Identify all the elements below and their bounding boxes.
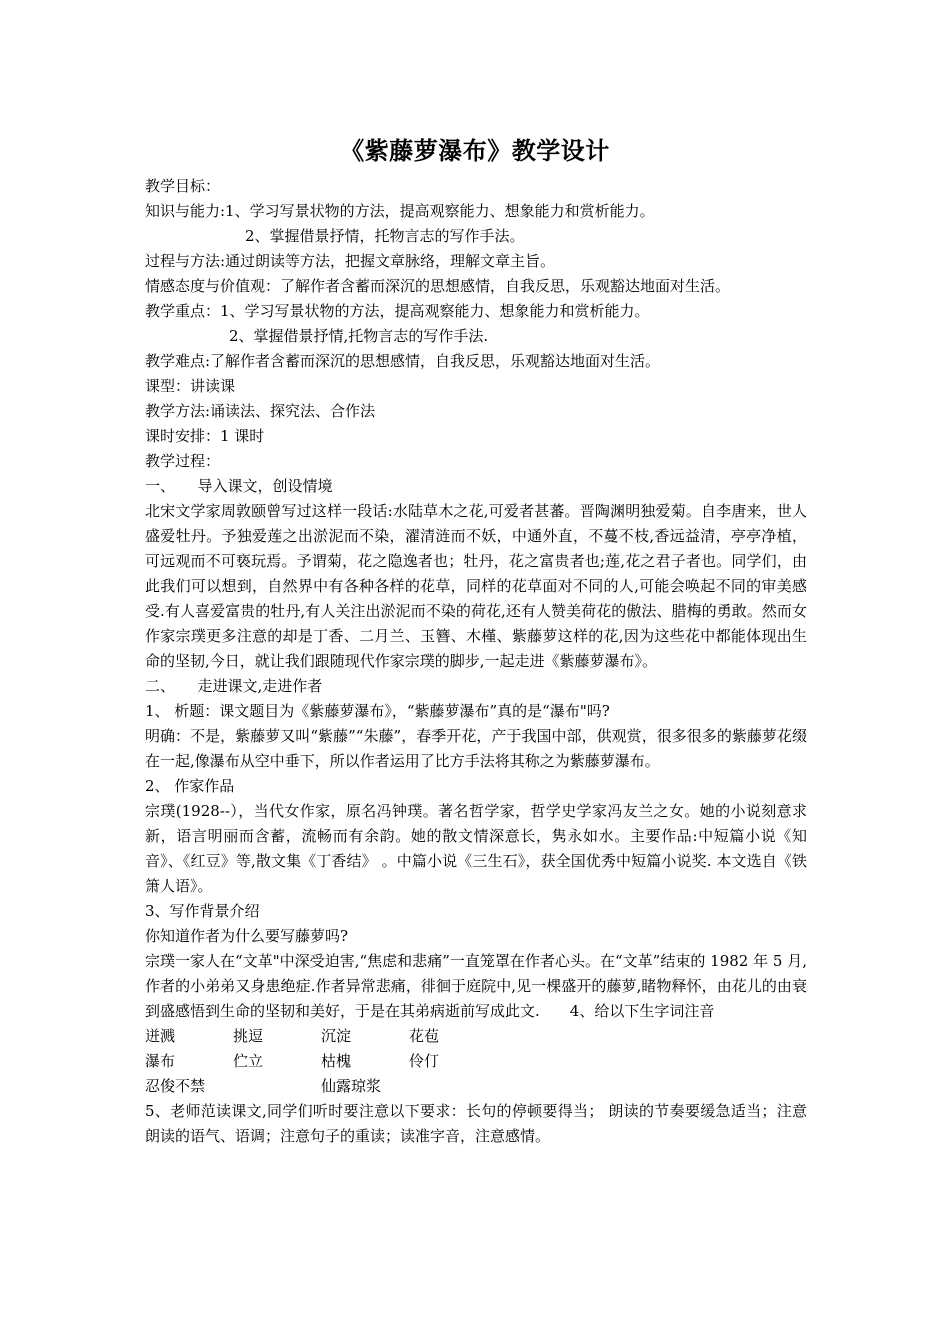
section-2-heading: 二、 走进课文,走进作者	[145, 677, 323, 695]
vocab-word: 仙露琼浆	[321, 1077, 382, 1095]
goal-emotion: 情感态度与价值观：了解作者含蓄而深沉的思想感情，自我反思，乐观豁达地面对生活。	[145, 277, 731, 295]
key-point-2: 2、掌握借景抒情,托物言志的写作手法.	[229, 327, 489, 345]
item-1-answer: 明确：不是，紫藤萝又叫“紫藤”“朱藤”，春季开花，产于我国中部，供观赏，很多很多的紫藤萝花缀在一起,像瀑布从空中垂下，所以作者运用了比方手法将其称之为紫藤萝瀑布。	[145, 727, 807, 770]
schedule: 课时安排：1 课时	[145, 427, 265, 445]
process-heading: 教学过程：	[145, 452, 221, 470]
vocab-word: 瀑布	[145, 1052, 176, 1070]
section-1-heading: 一、 导入课文，创设情境	[145, 477, 333, 495]
goal-process: 过程与方法:通过朗读等方法，把握文章脉络，理解文章主旨。	[145, 252, 556, 270]
goal-heading: 教学目标：	[145, 177, 221, 195]
vocab-word: 伫立	[233, 1052, 264, 1070]
vocab-row-1	[145, 1024, 807, 1049]
background-paragraph: 宗璞一家人在“文革"中深受迫害,“焦虑和悲痛”一直笼罩在作者心头。在“文革”结束的 1982 年 5 月,作者的小弟弟又身患绝症.作者异常悲痛，徘徊于庭院中,见一棵盛开的藤萝,睹物释怀，由花儿的由衰到盛感悟到生命的坚韧和美好，于是在其弟病逝前写成此文. 4、给以下生字词注音	[145, 952, 807, 1020]
document-body	[145, 174, 807, 1149]
vocab-word: 沉淀	[321, 1027, 352, 1045]
item-2-author-works: 2、 作家作品	[145, 777, 235, 795]
vocab-word: 伶仃	[409, 1052, 440, 1070]
goal-knowledge-2: 2、掌握借景抒情，托物言志的写作手法。	[245, 227, 525, 245]
item-3-background: 3、写作背景介绍	[145, 902, 260, 920]
vocab-word: 枯槐	[321, 1052, 352, 1070]
lesson-type: 课型：讲读课	[145, 377, 236, 395]
item-5-reading: 5、老师范读课文,同学们听时要注意以下要求：长句的停顿要得当； 朗读的节奏要缓急适当；注意朗读的语气、语调；注意句子的重读；读准字音，注意感情。	[145, 1102, 807, 1145]
difficulty: 教学难点:了解作者含蓄而深沉的思想感情，自我反思，乐观豁达地面对生活。	[145, 352, 661, 370]
intro-paragraph: 北宋文学家周敦颐曾写过这样一段话:水陆草木之花,可爱者甚蕃。晋陶渊明独爱菊。自李唐来，世人盛爱牡丹。予独爱莲之出淤泥而不染，濯清涟而不妖，中通外直，不蔓不枝,香远益清，亭亭净植，可远观而不可亵玩焉。予谓菊，花之隐逸者也；牡丹，花之富贵者也;莲,花之君子者也。同学们，由此我们可以想到，自然界中有各种各样的花草，同样的花草面对不同的人,可能会唤起不同的审美感受.有人喜爱富贵的牡丹,有人关注出淤泥而不染的荷花,还有人赞美荷花的傲法、腊梅的勇敢。然而女作家宗璞更多注意的却是丁香、二月兰、玉簪、木槿、紫藤萝这样的花,因为这些花中都能体现出生命的坚韧,今日，就让我们跟随现代作家宗璞的脚步,一起走进《紫藤萝瀑布》。	[145, 502, 807, 670]
vocab-word: 挑逗	[233, 1027, 264, 1045]
vocab-row-2	[145, 1049, 807, 1074]
document-title: 《紫藤萝瀑布》教学设计	[340, 136, 610, 165]
item-1-title-analysis: 1、 析题：课文题目为《紫藤萝瀑布》，“紫藤萝瀑布”真的是“瀑布"吗?	[145, 702, 610, 720]
background-question: 你知道作者为什么要写藤萝吗?	[145, 927, 349, 945]
vocab-word: 忍俊不禁	[145, 1077, 206, 1095]
vocab-word: 迸溅	[145, 1027, 176, 1045]
teaching-method: 教学方法:诵读法、探究法、合作法	[145, 402, 376, 420]
vocab-word: 花苞	[409, 1027, 440, 1045]
goal-knowledge-1: 知识与能力:1、学习写景状物的方法，提高观察能力、想象能力和赏析能力。	[145, 202, 655, 220]
vocab-row-3	[145, 1074, 807, 1099]
key-point-1: 教学重点：1、学习写景状物的方法，提高观察能力、想象能力和赏析能力。	[145, 302, 650, 320]
author-paragraph: 宗璞(1928--），当代女作家，原名冯钟璞。著名哲学家，哲学史学家冯友兰之女。她的小说刻意求新，语言明丽而含蓄，流畅而有余韵。她的散文情深意长，隽永如水。主要作品:中短篇小说《知音》、《红豆》等,散文集《丁香结》 。中篇小说《三生石》，获全国优秀中短篇小说奖. 本文选自《铁箫人语》。	[145, 802, 807, 895]
